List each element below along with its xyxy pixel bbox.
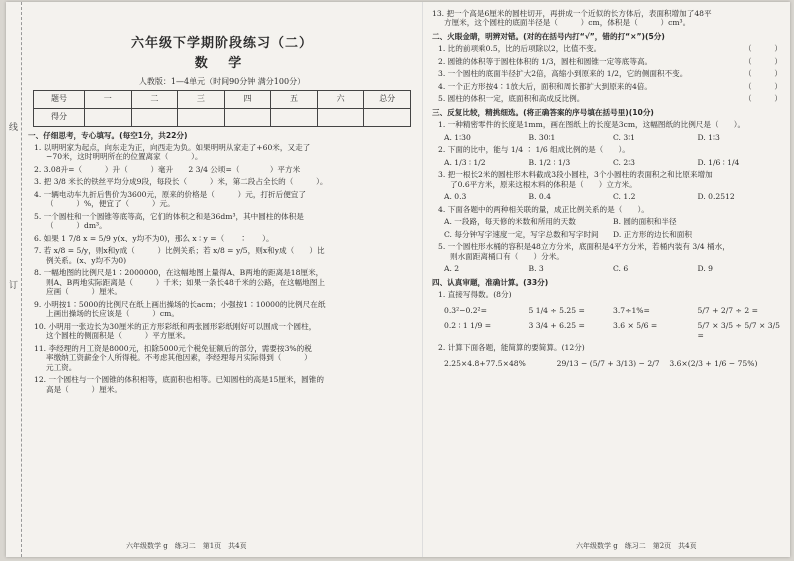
option-b[interactable]: B. 3 — [528, 264, 544, 274]
answer-bracket[interactable]: （ ） — [744, 69, 782, 79]
calc-item: 2.25×4.8+77.5×48% — [444, 358, 526, 368]
question-text: 6. 如果 1 7/8 x = 5/9 y(x、y均不为0)，那么 x ∶ y =（ ∶ ）。 — [34, 233, 274, 243]
score-input-cell[interactable] — [317, 108, 364, 126]
binding-mark-bottom: 订 — [9, 281, 19, 291]
option-b[interactable]: B. 0.4 — [528, 192, 551, 202]
question-text: 10. 小明用一张边长为30厘米的正方形彩纸和两张圆形彩纸刚好可以围成一个圆柱， — [34, 321, 317, 331]
question-text: −70米，这时明明所在的位置离家（ ）。 — [46, 152, 203, 162]
exam-title: 六年级下学期阶段练习（二） — [130, 36, 313, 51]
choice-options — [432, 264, 782, 273]
score-table — [33, 90, 411, 127]
question-text: 2. 3.08升=（ ）升（ ）毫升 2 3/4 公顷=（ ）平方米 — [34, 164, 301, 174]
question-text: 1. 直接写得数。(8分) — [438, 290, 512, 300]
choice-5 — [432, 242, 782, 261]
score-table-header-row — [34, 90, 411, 108]
question-text: 13. 把一个高是6厘米的圆柱切开，再拼成一个近似的长方体后，表面积增加了48平 — [432, 9, 712, 18]
calc-item: 3.7÷1%= — [613, 305, 650, 315]
choice-1 — [432, 120, 782, 129]
question-text: 5. 一个圆柱和一个圆锥等底等高，它们的体积之和是36dm³，其中圆柱的体积是 — [34, 211, 304, 221]
answer-bracket[interactable]: （ ） — [744, 94, 782, 104]
question-text: 2. 圆锥的体积等于圆柱体积的 1/3，圆柱和圆锥一定等底等高。 — [438, 56, 653, 66]
question-text: 1. 比的前项乘0.5，比的后项除以2，比值不变。 — [438, 44, 602, 54]
calc-item: 0.3²−0.2²= — [444, 305, 487, 315]
option-b[interactable]: B. 30∶1 — [528, 132, 556, 142]
option-b[interactable]: B. 1/2 ∶ 1/3 — [528, 157, 571, 167]
question-text: 3. 把 3/8 米长的铁丝平均分成9段，每段长（ ）米，第二段占全长的（ ）。 — [34, 177, 328, 187]
question-11 — [28, 344, 416, 372]
section-heading: 四、认真审题，准确计算。(33分) — [432, 277, 549, 287]
choice-4 — [432, 205, 782, 214]
judge-item — [432, 44, 782, 53]
calc-item: 3.6 × 5/6 = — [613, 321, 658, 331]
option-c[interactable]: C. 3∶1 — [613, 132, 636, 142]
calc-2 — [432, 343, 782, 352]
option-a[interactable]: A. 1/3 ∶ 1/2 — [444, 157, 486, 167]
question-9 — [28, 300, 416, 319]
choice-options — [432, 192, 782, 201]
score-table-score-row — [34, 108, 411, 126]
calc-item: 29/13 − (5/7 + 3/13) − 2/7 — [556, 358, 660, 368]
question-3 — [28, 177, 416, 186]
choice-options — [432, 217, 782, 226]
question-text: 高是（ ）厘米。 — [46, 384, 122, 394]
option-c[interactable]: C. 2∶3 — [613, 157, 636, 167]
score-input-cell[interactable] — [131, 108, 178, 126]
question-text: 4. 一个正方形按4∶1放大后，面积和周长都扩大到原来的4倍。 — [438, 81, 652, 91]
choice-3 — [432, 170, 782, 189]
calc-item: 3.6×(2/3 + 1/6 − 75%) — [669, 358, 758, 368]
question-1 — [28, 143, 416, 162]
score-cell: 题号 — [34, 90, 85, 108]
binding-mark-top: 线 — [9, 123, 19, 133]
calc-item: 3 3/4 + 6.25 = — [528, 321, 585, 331]
right-page — [432, 6, 782, 368]
question-text: 3. 一个圆柱的底面半径扩大2倍，高缩小到原来的 1/2，它的侧面积不变。 — [438, 69, 688, 79]
question-text: 8. 一幅地图的比例尺是1∶2000000，在这幅地图上量得A、B两地的距离是18厘米， — [34, 268, 324, 278]
option-a[interactable]: A. 2 — [444, 264, 460, 274]
judge-item — [432, 94, 782, 103]
score-cell: 一 — [85, 90, 132, 108]
question-13 — [432, 9, 782, 28]
question-text: 4. 一辆电动车九折后售价为3600元，原来的价格是（ ）元，打折后便宜了 — [34, 189, 306, 199]
calc-item: 0.2 ∶ 1 1/9 = — [444, 321, 492, 331]
page-footer-right: 六年级数学 g 练习二 第2页 共4页 — [576, 542, 697, 550]
score-cell: 五 — [271, 90, 318, 108]
calc-row — [432, 321, 782, 340]
question-8 — [28, 268, 416, 296]
question-text: 12. 一个圆柱与一个圆锥的体积相等，底面积也相等。已知圆柱的高是15厘米，圆锥的 — [34, 375, 324, 385]
question-text: 2. 下面的比中，能与 1/4 ∶ 1/6 组成比例的是（ ）。 — [438, 145, 630, 155]
page-divider — [422, 2, 423, 557]
judge-item — [432, 69, 782, 78]
score-cell: 三 — [178, 90, 225, 108]
judge-item — [432, 82, 782, 91]
judge-item — [432, 57, 782, 66]
option-a[interactable]: A. 一段路，每天修的米数和所用的天数 — [444, 217, 576, 227]
question-12 — [28, 375, 416, 394]
option-d[interactable]: D. 正方形的边长和面积 — [613, 229, 692, 239]
question-text: 1. 以明明家为起点，向东走为正，向西走为负。如果明明从家走了+60米，又走了 — [34, 142, 311, 152]
exam-meta: 人教版：1—4单元（时间90分钟 满分100分） — [138, 76, 306, 86]
section-heading: 一、仔细思考，专心填写。(每空1分，共22分) — [28, 130, 188, 140]
calc-item: 5 1/4 ÷ 5.25 = — [528, 305, 585, 315]
question-text: （ ）%，便宜了（ ）元。 — [46, 199, 175, 209]
question-4 — [28, 190, 416, 209]
option-d[interactable]: D. 1∶3 — [697, 132, 720, 142]
option-b[interactable]: B. 圆的面积和半径 — [613, 217, 677, 227]
score-cell: 六 — [317, 90, 364, 108]
question-text: 方厘米，这个圆柱的底面半径是（ ）cm，体积是（ ）cm³。 — [444, 18, 691, 28]
question-5 — [28, 212, 416, 231]
option-a[interactable]: A. 1∶30 — [444, 132, 471, 142]
choice-2 — [432, 145, 782, 154]
page-footer-left: 六年级数学 g 练习二 第1页 共4页 — [126, 542, 247, 550]
question-text: 1. 一种精密零件的长度是1mm，画在图纸上的长度是3cm，这幅图纸的比例尺是（ ）。 — [438, 120, 746, 130]
option-c[interactable]: C. 1.2 — [613, 192, 636, 202]
question-text: 4. 下面各题中的两种相关联的量，成正比例关系的是（ ）。 — [438, 204, 649, 214]
question-text: 3. 把一根长2米的圆柱形木料截成3段小圆柱，3个小圆柱的表面积之和比原来增加 — [438, 170, 713, 180]
left-page — [28, 6, 416, 394]
question-text: 上画出操场的长应该是（ ）cm。 — [46, 309, 179, 319]
score-input-cell[interactable] — [224, 108, 271, 126]
answer-bracket[interactable]: （ ） — [744, 56, 782, 66]
question-7 — [28, 246, 416, 265]
option-c[interactable]: C. 6 — [613, 264, 629, 274]
question-text: 这个圆柱的侧面积是（ ）平方厘米。 — [46, 331, 191, 341]
score-input-cell[interactable] — [85, 108, 132, 126]
question-text: 9. 小明按1∶5000的比例尺在纸上画出操场的长acm；小强按1∶10000的比例尺在纸 — [34, 299, 326, 309]
calc-item: 5/7 + 2/7 ÷ 2 = — [697, 305, 758, 315]
calc-1 — [432, 290, 782, 299]
option-a[interactable]: A. 0.3 — [444, 192, 467, 202]
question-text: 7. 若 x/8 = 5/y，则x和y成（ ）比例关系；若 x/8 = y/5，则x和y成（ ）比 — [34, 246, 325, 256]
section-heading: 二、火眼金睛，明辨对错。(对的在括号内打“√”，错的打“×”)(5分) — [432, 31, 665, 41]
calc-item: 5/7 × 3/5 ÷ 5/7 × 3/5 = — [697, 321, 780, 340]
question-10 — [28, 322, 416, 341]
choice-options — [432, 133, 782, 142]
choice-options — [432, 158, 782, 167]
calc-row — [432, 306, 782, 315]
exam-subject: 数 学 — [194, 56, 250, 72]
score-input-cell[interactable] — [364, 108, 411, 126]
question-text: 率缴纳工资薪金个人所得税。不考虑其他因素，李经理每月实际得到（ ） — [46, 353, 312, 363]
score-cell: 二 — [131, 90, 178, 108]
option-d[interactable]: D. 1/6 ∶ 1/4 — [697, 157, 740, 167]
option-d[interactable]: D. 9 — [697, 264, 713, 274]
question-6 — [28, 234, 416, 243]
question-text: （ ）dm³。 — [46, 221, 107, 231]
question-text: 2. 计算下面各题，能简算的要简算。(12分) — [438, 343, 585, 353]
question-text: 了0.6平方米，原来这根木料的体积是（ ）立方米。 — [450, 179, 637, 189]
question-2 — [28, 165, 416, 174]
question-text: 例关系。(x、y均不为0) — [46, 255, 127, 265]
question-text: 11. 李经理的月工资是8000元，扣除5000元个税免征额后的部分，需要按3%的税 — [34, 343, 312, 353]
exam-sheet — [6, 2, 790, 557]
score-cell: 得分 — [34, 108, 85, 126]
score-cell: 四 — [224, 90, 271, 108]
section-heading: 三、反复比较，精挑细选。(将正确答案的序号填在括号里)(10分) — [432, 107, 654, 117]
option-c[interactable]: C. 每分钟写字速度一定，写字总数和写字时间 — [444, 229, 599, 239]
choice-options — [432, 230, 782, 239]
question-text: 应画（ ）厘米。 — [46, 287, 122, 297]
question-text: 则水面距离桶口有（ ）分米。 — [450, 251, 564, 261]
score-input-cell[interactable] — [178, 108, 225, 126]
question-text: 5. 圆柱的体积一定，底面积和高成反比例。 — [438, 94, 585, 104]
calc-row — [432, 359, 782, 368]
option-d[interactable]: D. 0.2512 — [697, 192, 735, 202]
binding-margin — [6, 2, 22, 557]
answer-bracket[interactable]: （ ） — [744, 44, 782, 54]
answer-bracket[interactable]: （ ） — [744, 81, 782, 91]
score-input-cell[interactable] — [271, 108, 318, 126]
question-text: 元工资。 — [46, 362, 77, 372]
question-text: 5. 一个圆柱形水桶的容积是48立方分米，底面积是4平方分米，若桶内装有 3/4 桶水， — [438, 242, 730, 252]
question-text: 则A、B两地实际距离是（ ）千米；如果一条长48千米的公路，在这幅地图上 — [46, 277, 325, 287]
score-cell: 总分 — [364, 90, 411, 108]
